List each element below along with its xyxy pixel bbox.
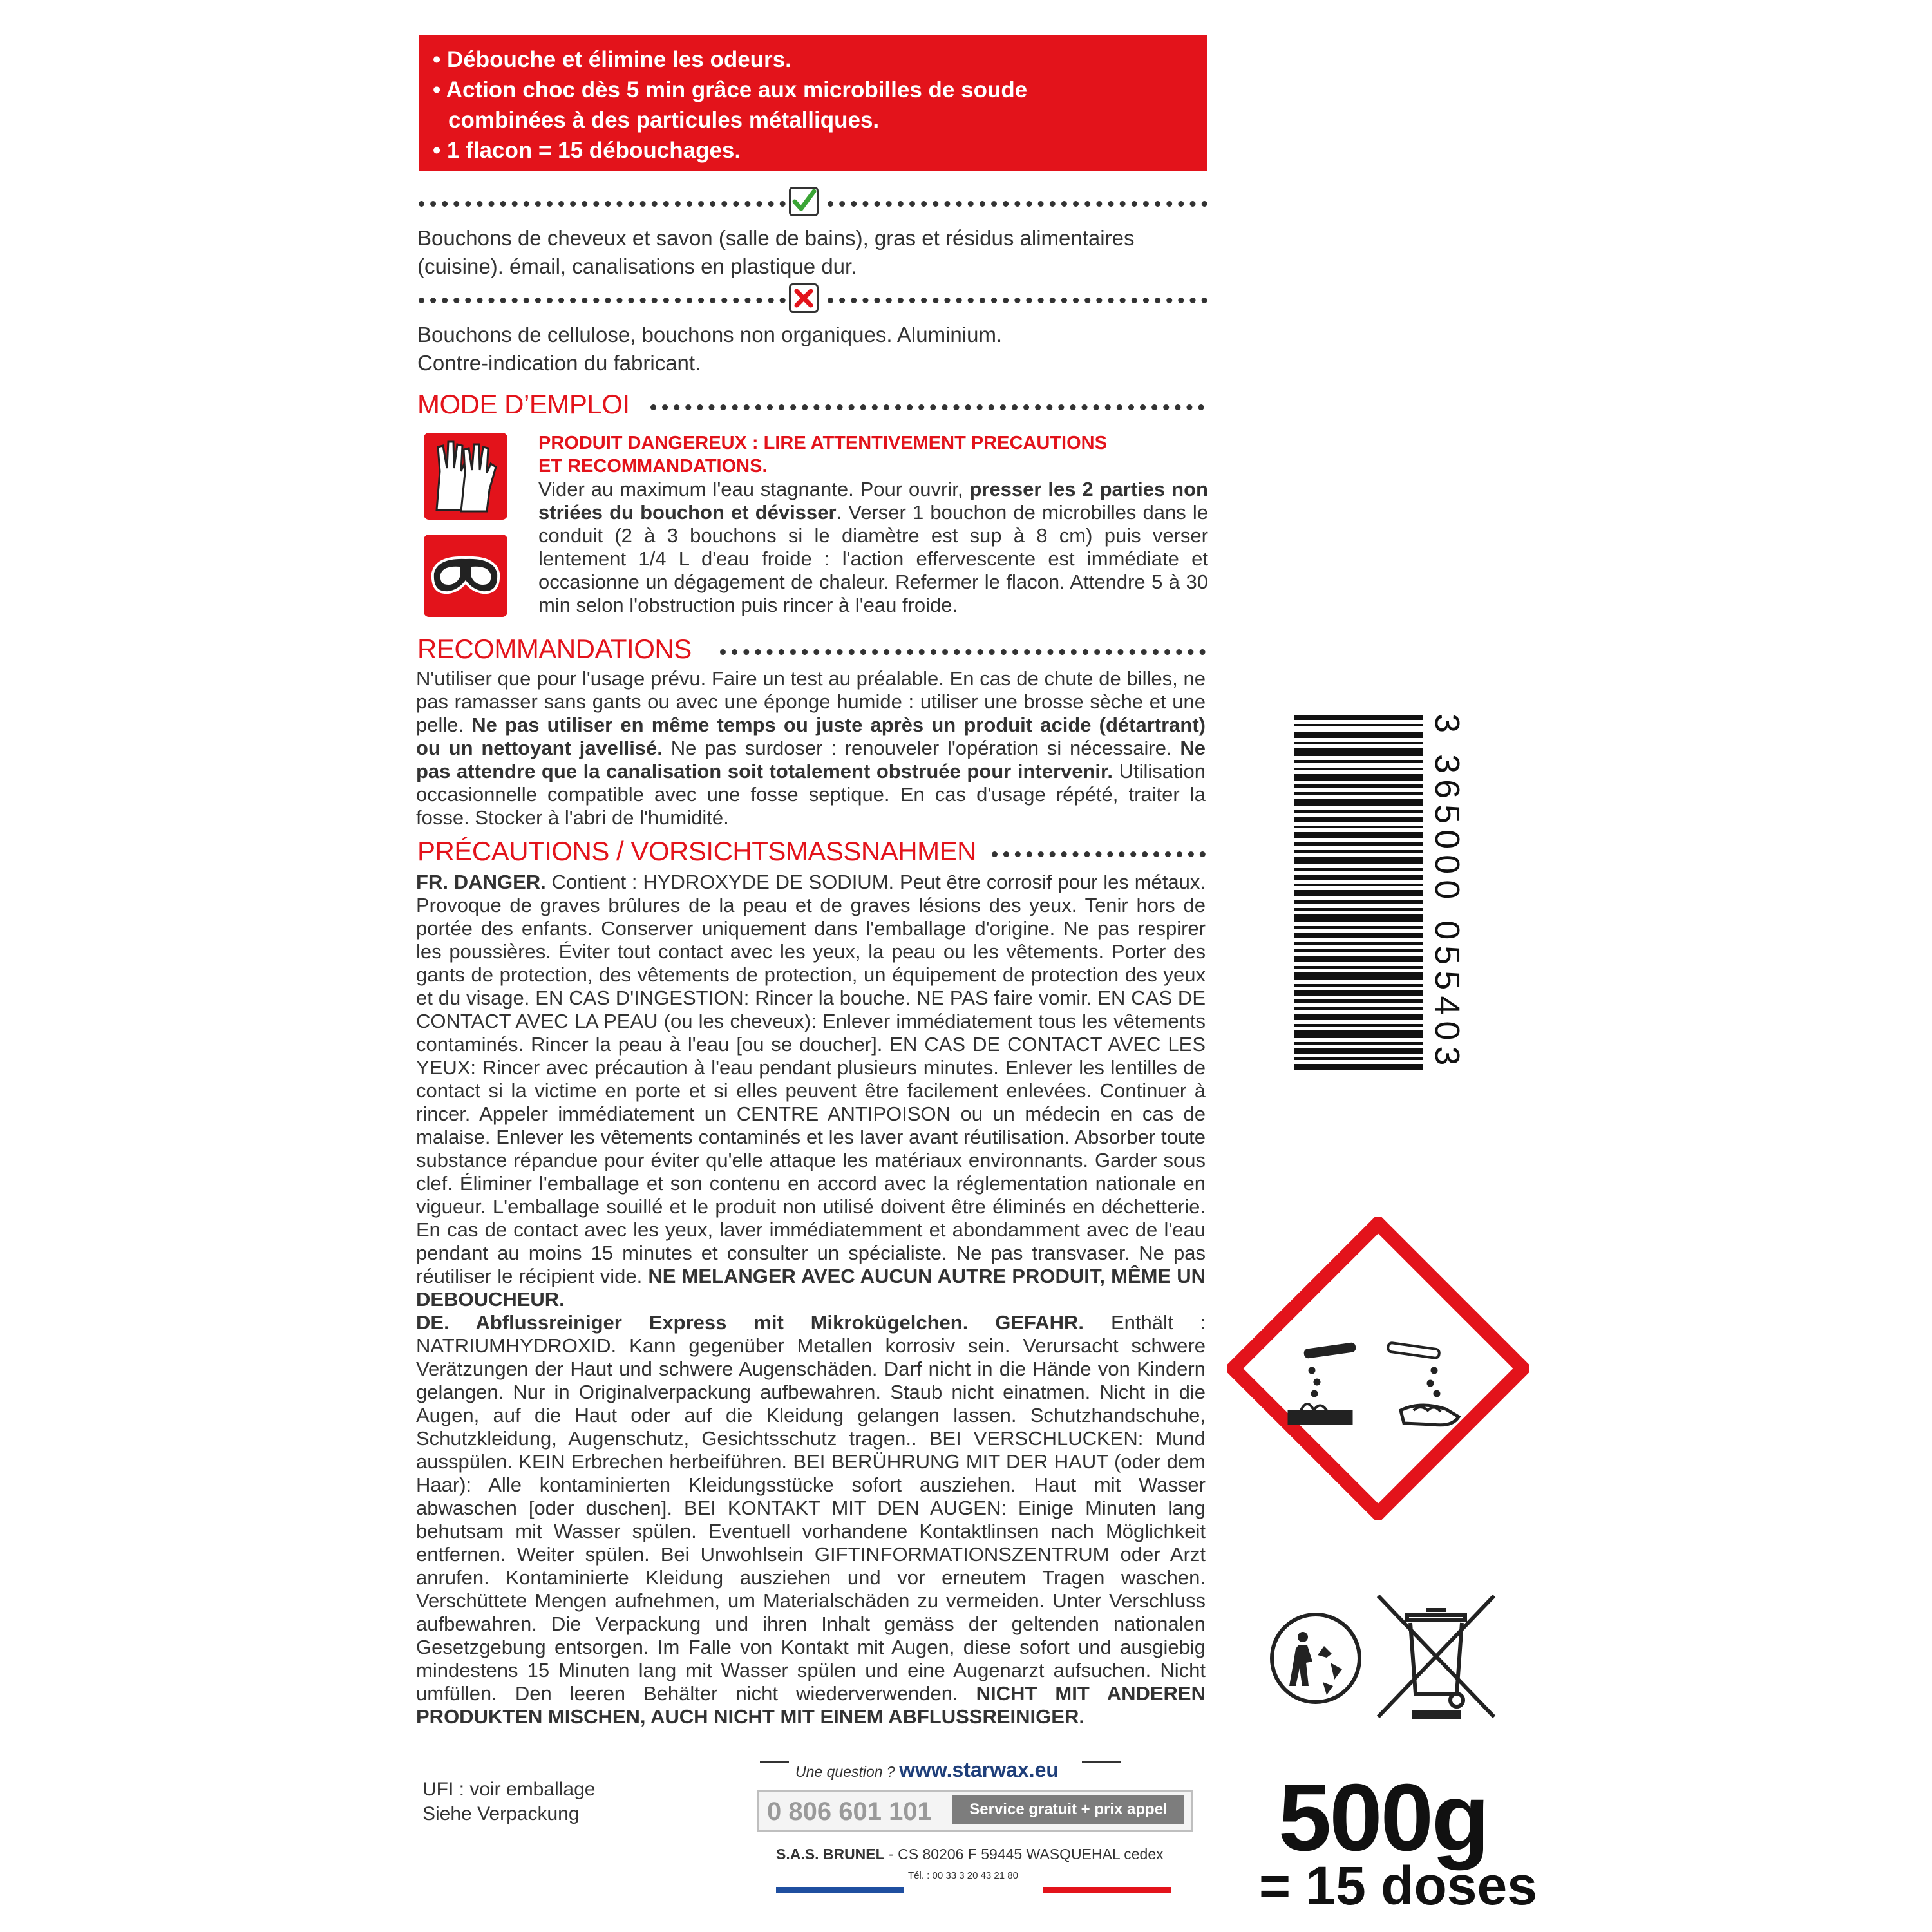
text-run-bold: NE MELANGER AVEC AUCUN AUTRE PRODUIT, MÊME UN DEBOUCHEUR. xyxy=(416,1265,1206,1311)
cross-icon xyxy=(789,283,819,313)
benefits-box xyxy=(419,35,1208,171)
recommandations-heading: RECOMMANDATIONS xyxy=(417,634,692,664)
ufi-line: UFI : voir emballage xyxy=(422,1779,596,1800)
barcode-digits-wrap xyxy=(1428,714,1473,1126)
text-run: . Verser 1 bouchon de microbilles dans le conduit (2 à 3 bouchons si le diamètre est sup à 8 cm) puis verser lentement 1/4 L d'eau froide : l'action effervescente est immédiate et occasionne un dégagement de chaleur. Refermer le flacon. Attendre 5 à 30 min selon l'obstruction puis rincer à l'eau froide. xyxy=(538,501,1208,616)
address-text: - CS 80206 F 59445 WASQUEHAL cedex xyxy=(884,1846,1164,1862)
dotted-separator xyxy=(992,851,1206,857)
unsuitable-line: Bouchons de cellulose, bouchons non organiques. Aluminium. xyxy=(417,323,1003,346)
text-run-bold: Ne pas attendre que la canalisation soit totalement obstruée pour intervenir. xyxy=(416,737,1206,782)
text-run-bold: Ne pas utiliser en même temps ou juste après un produit acide (détartrant) ou un nettoyant javellisé. xyxy=(416,714,1206,759)
website-link[interactable]: www.starwax.eu xyxy=(899,1758,1059,1781)
mode-emploi-body xyxy=(538,431,1208,617)
benefit-item: • Débouche et élimine les odeurs. xyxy=(433,47,791,72)
text-run-bold: NICHT MIT ANDEREN PRODUKTEN MISCHEN, AUCH NICHT MIT EINEM ABFLUSSREINIGER. xyxy=(416,1682,1206,1728)
text-run: Ne pas surdoser : renouveler l'opération si nécessaire. xyxy=(662,737,1180,759)
text-run: N'utiliser que pour l'usage prévu. Faire un test au préalable. En cas de chute de billes, ne pas ramasser sans gants ou avec une éponge humide : utiliser une brosse sèche et une pelle. xyxy=(416,667,1206,736)
flag-stripe-blue xyxy=(776,1887,904,1893)
benefit-item: combinées à des particules métalliques. xyxy=(448,108,880,133)
phone-number[interactable]: 0 806 601 101 xyxy=(767,1797,932,1826)
ufi-text xyxy=(422,1777,595,1826)
text-run: Utilisation occasionnelle compatible avec une fosse septique. En cas d'usage répété, traiter la fosse. Stocker à l'abri de l'humidité. xyxy=(416,760,1206,829)
dotted-separator xyxy=(650,404,1204,410)
net-weight: 500g xyxy=(1278,1765,1488,1871)
text-run: Contient : HYDROXYDE DE SODIUM. Peut être corrosif pour les métaux. Provoque de graves brûlures de la peau et de graves lésions des yeux. Tenir hors de portée des enfants. Conserver uniquement dans l'emballage d'origine. Ne pas respirer les poussières. Éviter tout contact avec les yeux, la peau ou les vêtements. Porter des gants de protection, des vêtements de protection, un équipement de protection des yeux et du visage. EN CAS D'INGESTION: Rincer la bouche. NE PAS faire vomir. EN CAS DE CONTACT AVEC LA PEAU (ou les cheveux): Enlever immédiatement tous les vêtements contaminés. Rincer la peau à l'eau [ou se doucher]. EN CAS DE CONTACT AVEC LES YEUX: Rincer avec précaution à l'eau pendant plusieurs minutes. Enlever les lentilles de contact si la victime en porte et si elles peuvent être facilement enlevées. Continuer à rincer. Appeler immédiatement un CENTRE ANTIPOISON ou un médecin en cas de malaise. Enlever les vêtements contaminés et les laver avant réutilisation. Absorber toute substance répandue pour éviter qu'elle attaque les matériaux environnants. Garder sous clef. Éliminer l'emballage et son contenu en accord avec la réglementation nationale en vigueur. L'emballage souillé et le produit non utilisé doivent être éliminés en déchetterie. En cas de contact avec les yeux, laver immédiatemment et abondamment avec de l'eau pendant au moins 15 minutes et consulter un spécialiste. Ne pas transvaser. Ne pas réutiliser le récipient vide. xyxy=(416,871,1206,1287)
benefit-item: • 1 flacon = 15 débouchages. xyxy=(433,138,741,163)
dotted-separator xyxy=(828,298,1208,303)
unsuitable-line: Contre-indication du fabricant. xyxy=(417,351,701,375)
danger-warning: PRODUIT DANGEREUX : LIRE ATTENTIVEMENT PRECAUTIONS xyxy=(538,433,1107,453)
precautions-heading: PRÉCAUTIONS / VORSICHTSMASSNAHMEN xyxy=(417,836,976,866)
tel-text: Tél. : 00 33 3 20 43 21 80 xyxy=(908,1870,1018,1881)
mode-emploi-text xyxy=(538,478,1208,617)
text-run-bold: FR. DANGER. xyxy=(416,871,546,893)
precautions-de-text xyxy=(416,1311,1206,1728)
recycle-icon xyxy=(1267,1610,1364,1707)
dotted-separator xyxy=(419,201,786,207)
suitable-line: (cuisine). émail, canalisations en plastique dur. xyxy=(417,254,857,278)
suitable-line: Bouchons de cheveux et savon (salle de bains), gras et résidus alimentaires xyxy=(417,226,1135,250)
text-run-bold: presser les 2 parties non striées du bouchon et dévisser xyxy=(538,478,1208,524)
divider xyxy=(1082,1761,1121,1763)
goggles-icon xyxy=(424,535,507,617)
crossed-bin-icon xyxy=(1372,1591,1501,1723)
benefit-item: • Action choc dès 5 min grâce aux microbilles de soude xyxy=(433,77,1028,102)
text-run: Enthält : NATRIUMHYDROXID. Kann gegenüber Metallen korrosiv sein. Verursacht schwere Verätzungen der Haut und schwere Augenschäden. Darf nicht in die Hände von Kindern gelangen. Nur in Originalverpackung aufbewahren. Staub nicht einatmen. Nicht in die Augen, auf die Haut oder auf die Kleidung gelangen lassen. Schutzhandschuhe, Schutzkleidung, Augenschutz, Gesichtsschutz tragen.. BEI VERSCHLUCKEN: Mund ausspülen. KEIN Erbrechen herbeiführen. BEI BERÜHRUNG MIT DER HAUT (oder dem Haar): Alle kontaminierten Kleidungsstücke sofort ausziehen. Haut mit Wasser abwaschen [oder duschen]. BEI KONTAKT MIT DEN AUGEN: Einige Minuten lang behutsam mit Wasser spülen. Eventuell vorhandene Kontaktlinsen nach Möglichkeit entfernen. Weiter spülen. Bei Unwohlsein GIFTINFORMATIONSZENTRUM oder Arzt anrufen. Kontaminierte Kleidung ausziehen und vor erneutem Tragen waschen. Verschüttete Mengen aufnehmen, um Materialschäden zu vermeiden. Unter Verschluss aufbewahren. Die Verpackung und ihren Inhalt gemäss der geltenden nationalen Gesetzgebung entsorgen. Im Falle von Kontakt mit Augen, diese sofort und ausgiebig mindestens 15 Minuten lang mit Wasser spülen und eine Augenarzt aufsuchen. Nicht umfüllen. Den leeren Behälter nicht wiederverwenden. xyxy=(416,1311,1206,1705)
ufi-line: Siehe Verpackung xyxy=(422,1803,580,1824)
barcode xyxy=(1294,715,1423,1075)
dotted-separator xyxy=(828,201,1208,207)
recommandations-text xyxy=(416,667,1206,829)
mode-emploi-heading: MODE D’EMPLOI xyxy=(417,389,630,419)
text-run-bold: DE. Abflussreiniger Express mit Mikrokügelchen. GEFAHR. xyxy=(416,1311,1084,1334)
checkmark-icon xyxy=(789,187,819,216)
precautions-fr-text xyxy=(416,871,1206,1311)
suitable-text xyxy=(417,224,1216,281)
gloves-icon xyxy=(424,433,507,520)
danger-warning: ET RECOMMANDATIONS. xyxy=(538,456,768,477)
phone-box[interactable] xyxy=(757,1790,1193,1832)
question-line xyxy=(795,1758,1117,1782)
dotted-separator xyxy=(720,649,1206,655)
dotted-separator xyxy=(419,298,786,303)
corrosive-hazard-icon xyxy=(1227,1217,1530,1520)
barcode-digits: 3 365000 055403 xyxy=(1428,714,1466,1072)
divider xyxy=(760,1761,789,1763)
question-label: Une question ? xyxy=(795,1763,895,1780)
unsuitable-text xyxy=(417,321,1216,377)
service-badge: Service gratuit + prix appel xyxy=(952,1795,1184,1824)
company-address xyxy=(776,1846,1164,1863)
company-name: S.A.S. BRUNEL xyxy=(776,1846,885,1862)
flag-stripe-red xyxy=(1043,1887,1171,1893)
text-run: Vider au maximum l'eau stagnante. Pour ouvrir, xyxy=(538,478,970,500)
dose-count: = 15 doses xyxy=(1259,1855,1537,1916)
